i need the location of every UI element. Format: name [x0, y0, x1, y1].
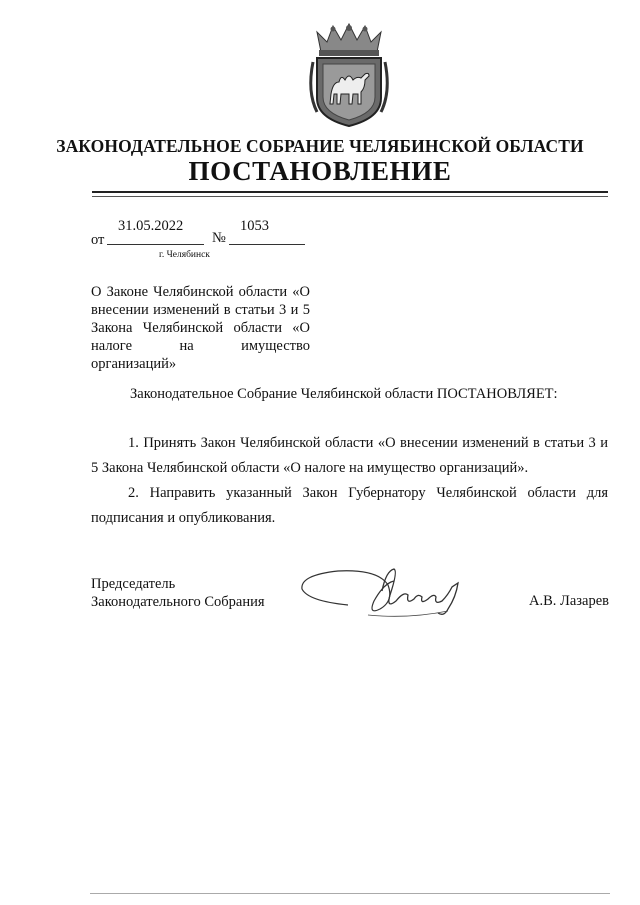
organization-title: ЗАКОНОДАТЕЛЬНОЕ СОБРАНИЕ ЧЕЛЯБИНСКОЙ ОБЛАСТИ	[56, 136, 584, 156]
document-number: 1053	[240, 218, 269, 234]
document-subject: О Законе Челябинской области «О внесении изменений в статьи 3 и 5 Закона Челябинской области «О налоге на имущество организаций»	[91, 284, 310, 372]
number-label: №	[212, 230, 226, 246]
paragraph-1: 1. Принять Закон Челябинской области «О внесении изменений в статьи 3 и 5 Закона Челябинской области «О налоге на имущество организаций».	[91, 435, 608, 476]
document-type-title: ПОСТАНОВЛЕНИЕ	[188, 156, 452, 186]
signatory-title-line-2: Законодательного Собрания	[91, 594, 265, 610]
signatory-title-line-1: Председатель	[91, 576, 176, 592]
signature-icon	[298, 561, 470, 627]
header-divider-thin	[92, 196, 608, 197]
number-underline	[229, 244, 305, 245]
signatory-name: А.В. Лазарев	[529, 593, 609, 609]
city-label: г. Челябинск	[159, 250, 210, 260]
date-underline	[107, 244, 204, 245]
header-divider	[92, 191, 608, 193]
preamble: Законодательное Собрание Челябинской области ПОСТАНОВЛЯЕТ:	[130, 386, 558, 402]
date-prefix-label: от	[91, 232, 105, 248]
document-date: 31.05.2022	[118, 218, 184, 234]
paragraph-2: 2. Направить указанный Закон Губернатору Челябинской области для подписания и опубликования.	[91, 485, 608, 526]
coat-of-arms-icon	[303, 22, 395, 128]
footer-divider	[90, 893, 610, 894]
signatory-title	[91, 575, 265, 611]
